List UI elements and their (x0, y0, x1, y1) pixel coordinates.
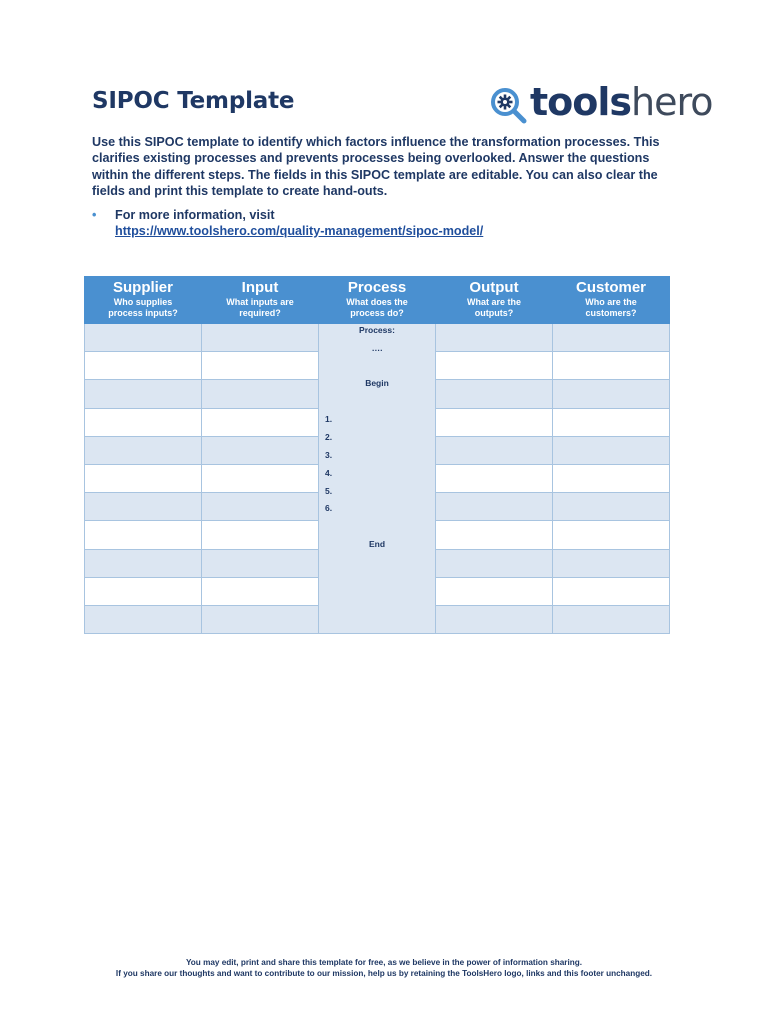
process-content (319, 324, 435, 634)
more-info-text: For more information, visit (115, 208, 275, 222)
output-field[interactable] (436, 324, 553, 352)
customer-field[interactable] (553, 380, 670, 408)
footer-line: You may edit, print and share this template for free, as we believe in the power of information sharing. (185, 958, 583, 967)
column-title: Output (469, 279, 519, 296)
input-field[interactable] (202, 408, 319, 436)
logo-text-light: hero (631, 80, 713, 124)
column-title: Customer (575, 279, 646, 296)
customer-field[interactable] (553, 577, 670, 605)
process-step: 3. (325, 450, 333, 460)
column-subtitle: What inputs are (226, 297, 294, 307)
footer-line: If you share our thoughts and want to contribute to our mission, help us by retaining the ToolsHero logo, links and this footer unchanged. (115, 969, 653, 978)
input-field[interactable] (202, 549, 319, 577)
column-subtitle: customers? (585, 308, 637, 318)
sipoc-model-link[interactable]: https://www.toolshero.com/quality-management/sipoc-model/ (115, 224, 484, 238)
column-subtitle: outputs? (474, 308, 514, 318)
customer-field[interactable] (553, 493, 670, 521)
column-subtitle: process do? (350, 308, 404, 318)
process-placeholder: …. (371, 343, 383, 353)
customer-field[interactable] (553, 408, 670, 436)
column-header-output (436, 277, 553, 324)
customer-field[interactable] (553, 605, 670, 633)
customer-field[interactable] (553, 549, 670, 577)
toolshero-logo (488, 80, 713, 128)
output-field[interactable] (436, 577, 553, 605)
column-subtitle: Who supplies (113, 297, 173, 307)
column-subtitle: What are the (466, 297, 521, 307)
column-subtitle: Who are the (585, 297, 637, 307)
process-begin: Begin (365, 378, 389, 388)
bullet-icon: • (92, 208, 97, 222)
process-step: 6. (325, 503, 333, 513)
sipoc-table (84, 276, 670, 634)
input-field[interactable] (202, 352, 319, 380)
footer (0, 957, 768, 979)
input-field[interactable] (202, 436, 319, 464)
customer-field[interactable] (553, 521, 670, 549)
customer-field[interactable] (553, 464, 670, 492)
supplier-field[interactable] (85, 605, 202, 633)
customer-field[interactable] (553, 436, 670, 464)
logo-text-bold: tools (530, 80, 632, 124)
column-subtitle: process inputs? (108, 308, 178, 318)
process-end: End (368, 539, 386, 549)
output-field[interactable] (436, 605, 553, 633)
column-title: Supplier (112, 279, 173, 296)
input-field[interactable] (202, 464, 319, 492)
column-header-input (202, 277, 319, 324)
supplier-field[interactable] (85, 352, 202, 380)
column-header-supplier (85, 277, 202, 324)
column-subtitle: What does the (346, 297, 408, 307)
process-label: Process: (359, 325, 395, 335)
supplier-field[interactable] (85, 324, 202, 352)
table-row (85, 324, 670, 352)
input-field[interactable] (202, 324, 319, 352)
supplier-field[interactable] (85, 521, 202, 549)
input-field[interactable] (202, 380, 319, 408)
input-field[interactable] (202, 577, 319, 605)
supplier-field[interactable] (85, 436, 202, 464)
customer-field[interactable] (553, 324, 670, 352)
supplier-field[interactable] (85, 464, 202, 492)
process-step: 1. (325, 414, 333, 424)
page-title: SIPOC Template (92, 88, 295, 114)
process-step: 4. (325, 468, 333, 478)
input-field[interactable] (202, 605, 319, 633)
magnifier-gear-icon (488, 85, 528, 125)
column-subtitle: required? (239, 308, 281, 318)
supplier-field[interactable] (85, 549, 202, 577)
column-header-process (319, 277, 436, 324)
supplier-field[interactable] (85, 493, 202, 521)
output-field[interactable] (436, 380, 553, 408)
supplier-field[interactable] (85, 408, 202, 436)
customer-field[interactable] (553, 352, 670, 380)
output-field[interactable] (436, 493, 553, 521)
logo-wordmark (530, 80, 713, 124)
process-step: 5. (325, 486, 333, 496)
supplier-field[interactable] (85, 380, 202, 408)
output-field[interactable] (436, 408, 553, 436)
intro-paragraph: Use this SIPOC template to identify which factors influence the transformation processes. This clarifies existing processes and prevents processes being overlooked. Answer the questions within the different steps. The fields in this SIPOC template are editable. You can also clear the fields and print this template to create hand-outs. (92, 135, 660, 198)
output-field[interactable] (436, 436, 553, 464)
process-step: 2. (325, 432, 333, 442)
supplier-field[interactable] (85, 577, 202, 605)
process-field[interactable] (319, 324, 436, 634)
output-field[interactable] (436, 464, 553, 492)
input-field[interactable] (202, 493, 319, 521)
column-header-customer (553, 277, 670, 324)
input-field[interactable] (202, 521, 319, 549)
output-field[interactable] (436, 549, 553, 577)
column-title: Input (241, 279, 279, 296)
output-field[interactable] (436, 352, 553, 380)
output-field[interactable] (436, 521, 553, 549)
column-title: Process (347, 279, 407, 296)
